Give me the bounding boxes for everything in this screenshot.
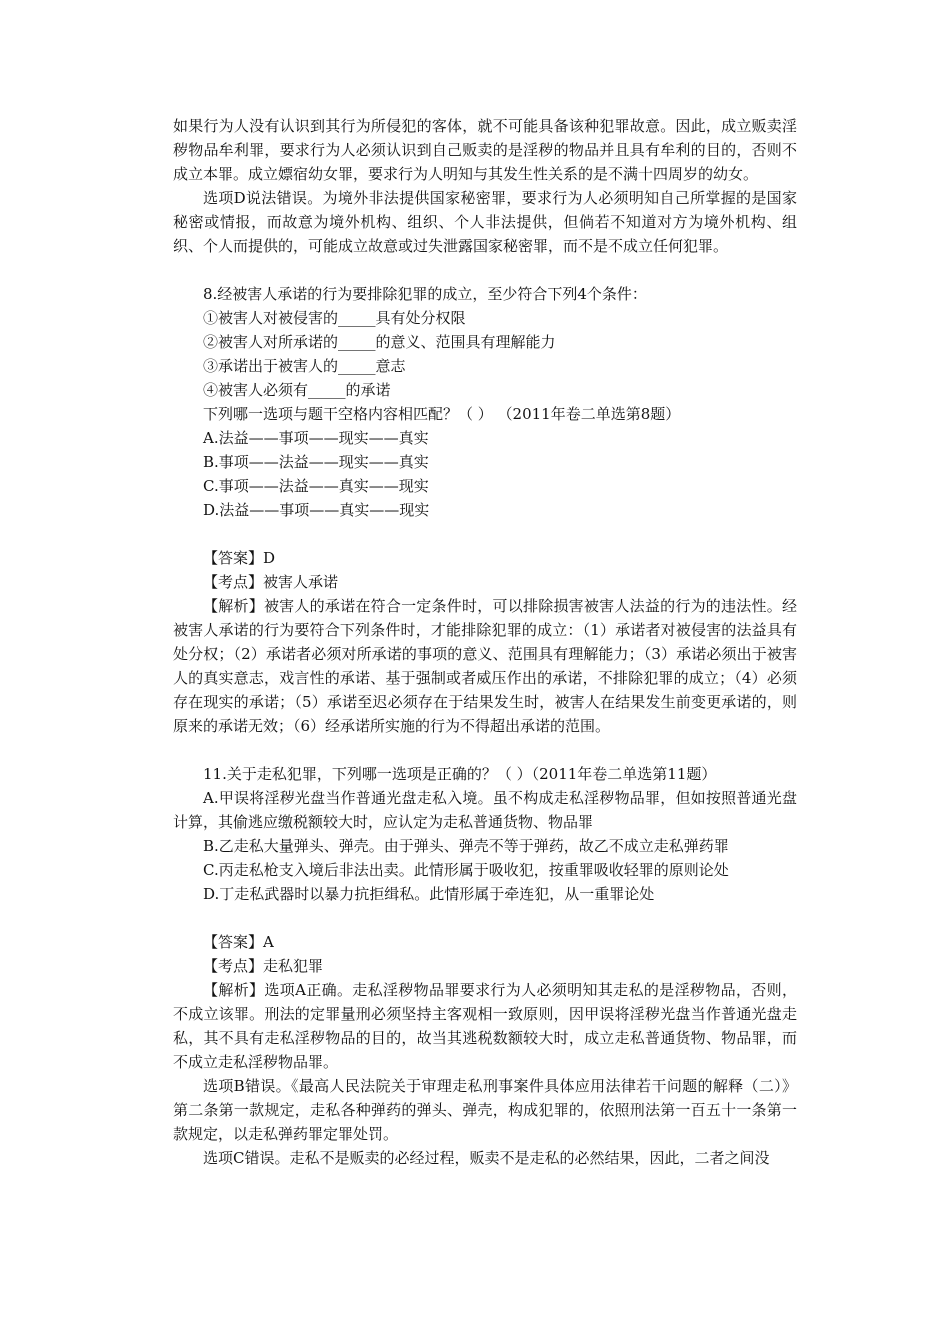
question-11-answer: 【答案】A (203, 933, 274, 951)
document-body (173, 114, 797, 1170)
intro-paragraph: 如果行为人没有认识到其行为所侵犯的客体，就不可能具备该种犯罪故意。因此，成立贩卖淫秽物品牟利罪，要求行为人必须认识到自己贩卖的是淫秽的物品并且具有牟利的目的，否则不成立本罪。成立嫖宿幼女罪，要求行为人明知与其发生性关系的是不满十四周岁的幼女。 (173, 117, 797, 183)
question-11-option-c-explanation: 选项C错误。走私不是贩卖的必经过程，贩卖不是走私的必然结果，因此，二者之间没 (203, 1149, 770, 1167)
section-gap (173, 258, 797, 282)
section-gap (173, 906, 797, 930)
section-gap (173, 738, 797, 762)
question-8-condition: ③承诺出于被害人的_____意志 (203, 357, 406, 375)
option-d-explanation: 选项D说法错误。为境外非法提供国家秘密罪，要求行为人必须明知自己所掌握的是国家秘密或情报，而故意为境外机构、组织、个人非法提供，但倘若不知道对方为境外机构、组织、个人而提供的，可能成立故意或过失泄露国家秘密罪，而不是不成立任何犯罪。 (173, 189, 797, 255)
question-8-answer: 【答案】D (203, 549, 276, 567)
question-11-option-c: C.丙走私枪支入境后非法出卖。此情形属于吸收犯，按重罪吸收轻罪的原则论处 (203, 861, 729, 879)
question-8-condition: ①被害人对被侵害的_____具有处分权限 (203, 309, 466, 327)
question-11-option-b: B.乙走私大量弹头、弹壳。由于弹头、弹壳不等于弹药，故乙不成立走私弹药罪 (203, 837, 729, 855)
question-8-stem: 8.经被害人承诺的行为要排除犯罪的成立，至少符合下列4个条件： (203, 285, 647, 303)
question-11-option-a: A.甲误将淫秽光盘当作普通光盘走私入境。虽不构成走私淫秽物品罪，但如按照普通光盘计算，其偷逃应缴税额较大时，应认定为走私普通货物、物品罪 (173, 789, 797, 831)
question-11-analysis: 【解析】选项A正确。走私淫秽物品罪要求行为人必须明知其走私的是淫秽物品，否则，不成立该罪。刑法的定罪量刑必须坚持主客观相一致原则，因甲误将淫秽光盘当作普通光盘走私，其不具有走私淫秽物品的目的，故当其逃税数额较大时，成立走私普通货物、物品罪，而不成立走私淫秽物品罪。 (173, 981, 797, 1071)
question-11-option-b-explanation: 选项B错误。《最高人民法院关于审理走私刑事案件具体应用法律若干问题的解释（二）》第二条第一款规定，走私各种弹药的弹头、弹壳，构成犯罪的，依照刑法第一百五十一条第一款规定，以走私弹药罪定罪处罚。 (173, 1077, 797, 1143)
section-gap (173, 522, 797, 546)
question-11-point: 【考点】走私犯罪 (203, 957, 324, 975)
question-8-option-b: B.事项——法益——现实——真实 (203, 453, 429, 471)
question-8-point: 【考点】被害人承诺 (203, 573, 339, 591)
question-8-option-d: D.法益——事项——真实——现实 (203, 501, 430, 519)
question-8-analysis: 【解析】被害人的承诺在符合一定条件时，可以排除损害被害人法益的行为的违法性。经被害人承诺的行为要符合下列条件时，才能排除犯罪的成立：（1）承诺者对被侵害的法益具有处分权；（2）承诺者必须对所承诺的事项的意义、范围具有理解能力；（3）承诺必须出于被害人的真实意志，戏言性的承诺、基于强制或者威压作出的承诺，不排除犯罪的成立；（4）必须存在现实的承诺；（5）承诺至迟必须存在于结果发生时，被害人在结果发生前变更承诺的，则原来的承诺无效；（6）经承诺所实施的行为不得超出承诺的范围。 (173, 597, 797, 735)
question-11-stem: 11.关于走私犯罪，下列哪一选项是正确的？（ ）（2011年卷二单选第11题） (203, 765, 717, 783)
question-11-option-d: D.丁走私武器时以暴力抗拒缉私。此情形属于牵连犯，从一重罪论处 (203, 885, 655, 903)
question-8-option-a: A.法益——事项——现实——真实 (203, 429, 429, 447)
question-8-condition: ④被害人必须有_____的承诺 (203, 381, 391, 399)
question-8-option-c: C.事项——法益——真实——现实 (203, 477, 429, 495)
question-8-prompt: 下列哪一选项与题干空格内容相匹配？（ ） （2011年卷二单选第8题） (203, 405, 681, 423)
question-8-condition: ②被害人对所承诺的_____的意义、范围具有理解能力 (203, 333, 556, 351)
